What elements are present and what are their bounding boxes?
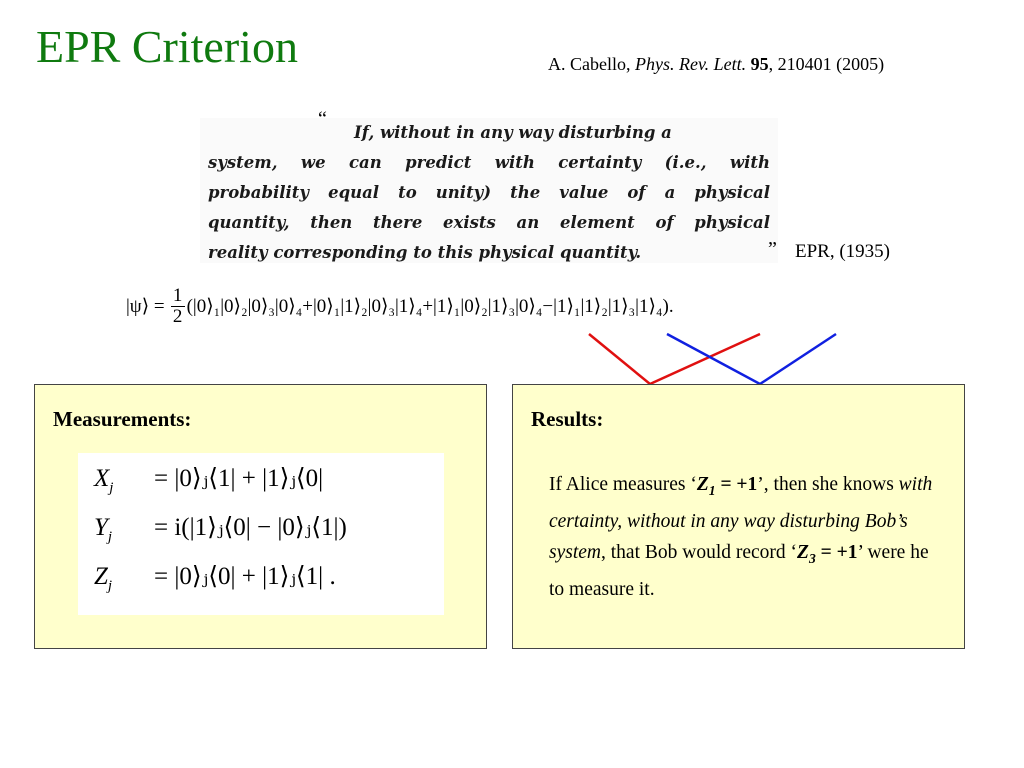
equation-x-sub: j — [109, 480, 114, 496]
quote-source: EPR, (1935) — [795, 241, 890, 262]
equation-z-rhs: = |0⟩ⱼ⟨0| + |1⟩ⱼ⟨1| . — [154, 563, 336, 590]
blue-line-right — [760, 334, 836, 384]
results-text — [549, 469, 939, 605]
equation-x-lhs: X — [94, 465, 110, 492]
quote-line-1: If, without in any way disturbing a — [354, 123, 672, 142]
state-lhs: |ψ⟩ = — [126, 295, 165, 317]
z1-value: = +1 — [715, 474, 758, 495]
results-italic: with certainty, without in any way disturbing Bob’s system — [549, 474, 933, 563]
citation-volume: 95 — [750, 54, 769, 74]
citation-author: A. Cabello, — [548, 54, 635, 74]
red-line-left — [589, 334, 650, 384]
quote-line-3: probability equal to unity) the value of a physical — [208, 183, 770, 202]
z3-subscript: 3 — [808, 550, 816, 566]
measurements-box — [34, 384, 487, 649]
results-text-part: ’, then she knows — [757, 474, 899, 495]
equation-z-lhs: Z — [94, 563, 108, 590]
quote-line-2: system, we can predict with certainty (i.e., with — [208, 153, 770, 172]
slide-title: EPR Criterion — [36, 21, 298, 72]
results-text-part: ’ were he to measure it. — [549, 541, 929, 600]
operator-equations — [78, 453, 444, 615]
equation-y — [94, 512, 347, 546]
results-heading: Results: — [531, 407, 604, 431]
citation-journal: Phys. Rev. Lett. — [635, 54, 747, 74]
z3-symbol: Z — [797, 541, 809, 563]
quote-line-5: reality corresponding to this physical quantity. — [208, 243, 642, 262]
z1-symbol: Z — [696, 474, 709, 495]
equation-x — [94, 463, 323, 497]
equation-z — [94, 561, 336, 595]
results-box — [512, 384, 965, 649]
citation-rest: , 210401 (2005) — [768, 54, 885, 74]
close-quote-mark: ” — [768, 238, 777, 260]
equation-z-sub: j — [107, 578, 113, 594]
state-terms: (|0⟩₁|0⟩₂|0⟩₃|0⟩₄+|0⟩₁|1⟩₂|0⟩₃|1⟩₄+|1⟩₁|0⟩₂|1⟩₃|0⟩₄−|1⟩₁|1⟩₂|1⟩₃|1⟩₄). — [186, 295, 674, 317]
equation-x-rhs: = |0⟩ⱼ⟨1| + |1⟩ⱼ⟨0| — [154, 465, 324, 492]
fraction-denominator: 2 — [172, 305, 183, 327]
results-text-part: , that Bob would record ‘ — [601, 541, 798, 563]
z3-value: = +1 — [815, 541, 858, 563]
equation-y-sub: j — [107, 529, 113, 545]
equation-y-rhs: = i(|1⟩ⱼ⟨0| − |0⟩ⱼ⟨1|) — [154, 514, 347, 541]
quote-line-4: quantity, then there exists an element of physical — [208, 213, 770, 232]
equation-y-lhs: Y — [94, 514, 108, 541]
z1-subscript: 1 — [708, 482, 716, 498]
results-text-part: If Alice measures ‘ — [549, 474, 697, 495]
measurements-heading: Measurements: — [53, 407, 192, 431]
fraction-numerator: 1 — [172, 285, 183, 306]
